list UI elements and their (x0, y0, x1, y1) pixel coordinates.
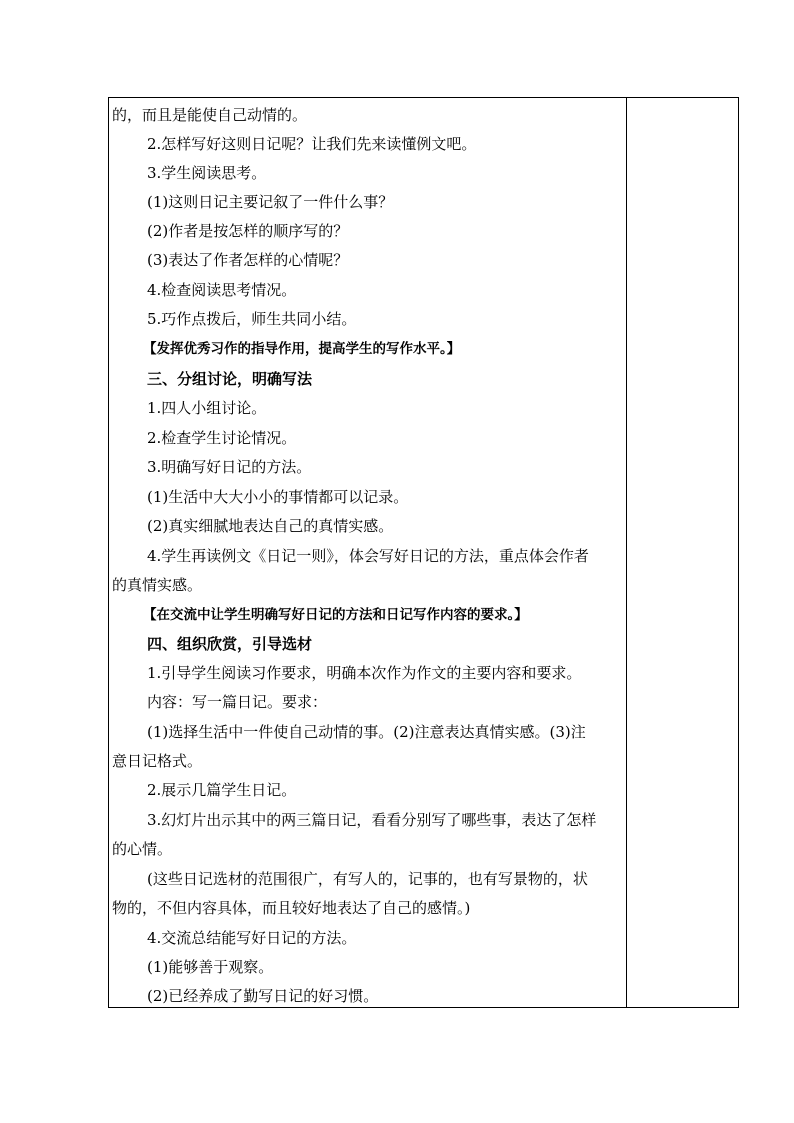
section-heading: 四、组织欣赏，引导选材 (147, 635, 313, 653)
text-line: (1)能够善于观察。 (147, 958, 274, 976)
text-line: 2.展示几篇学生日记。 (147, 781, 297, 799)
text-line: (3)表达了作者怎样的心情呢？ (147, 251, 349, 269)
text-line: (1)选择生活中一件使自己动情的事。(2)注意表达真情实感。(3)注 (147, 723, 586, 741)
text-line: 4.检查阅读思考情况。 (147, 281, 297, 299)
text-line: 的真情实感。 (112, 576, 203, 594)
text-line: 的心情。 (112, 840, 173, 858)
section-heading: 三、分组讨论，明确写法 (147, 370, 313, 388)
text-line: 2.怎样写好这则日记呢？让我们先来读懂例文吧。 (147, 135, 477, 153)
text-line: 4.学生再读例文《日记一则》，体会写好日记的方法，重点体会作者 (147, 547, 589, 565)
text-line: 3.明确写好日记的方法。 (147, 458, 312, 476)
design-note: 【在交流中让学生明确写好日记的方法和日记写作内容的要求。】 (143, 607, 528, 623)
text-line: 的，而且是能使自己动情的。 (112, 106, 308, 124)
text-line: 内容：写一篇日记。要求： (147, 693, 328, 711)
text-line: 意日记格式。 (112, 752, 203, 770)
text-line: (1)生活中大大小小的事情都可以记录。 (147, 488, 409, 506)
lesson-table (108, 97, 739, 1008)
text-line: (1)这则日记主要记叙了一件什么事？ (147, 193, 394, 211)
text-line: 4.交流总结能写好日记的方法。 (147, 929, 357, 947)
text-line: (2)已经养成了勤写日记的好习惯。 (147, 987, 379, 1005)
text-line: (2)真实细腻地表达自己的真情实感。 (147, 517, 394, 535)
text-line: 物的，不但内容具体，而且较好地表达了自己的感情。) (112, 899, 471, 917)
text-line: 3.幻灯片出示其中的两三篇日记，看看分别写了哪些事，表达了怎样 (147, 811, 597, 829)
design-note: 【发挥优秀习作的指导作用，提高学生的写作水平。】 (143, 341, 461, 357)
text-line: 3.学生阅读思考。 (147, 164, 267, 182)
text-line: (这些日记选材的范围很广，有写人的，记事的，也有写景物的，状 (147, 870, 588, 888)
text-line: 5.巧作点拨后，师生共同小结。 (147, 310, 357, 328)
text-line: 1.四人小组讨论。 (147, 399, 267, 417)
text-line: (2)作者是按怎样的顺序写的？ (147, 222, 349, 240)
text-line: 2.检查学生讨论情况。 (147, 429, 297, 447)
notes-column-cell (627, 98, 738, 1007)
text-line: 1.引导学生阅读习作要求，明确本次作为作文的主要内容和要求。 (147, 664, 582, 682)
